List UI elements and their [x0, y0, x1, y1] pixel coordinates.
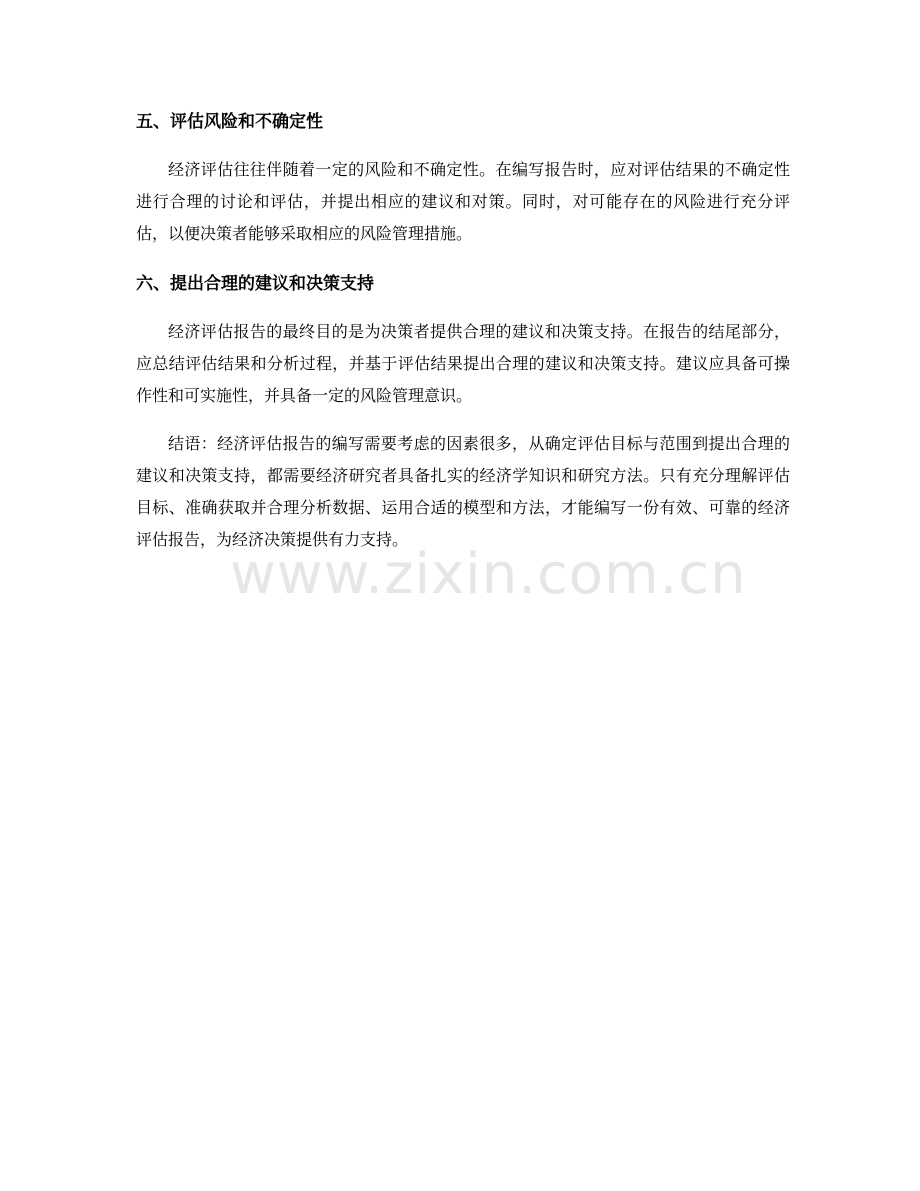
paragraph-risk: 经济评估往往伴随着一定的风险和不确定性。在编写报告时，应对评估结果的不确定性进行合理的讨论和评估，并提出相应的建议和对策。同时，对可能存在的风险进行充分评估，以便决策者能够采取相应的风险管理措施。 [136, 160, 790, 243]
section-heading-risk: 五、评估风险和不确定性 [136, 112, 323, 132]
document-body [136, 108, 790, 572]
section-heading-recommendations: 六、提出合理的建议和决策支持 [136, 274, 374, 294]
paragraph-conclusion: 结语：经济评估报告的编写需要考虑的因素很多，从确定评估目标与范围到提出合理的建议和决策支持，都需要经济研究者具备扎实的经济学知识和研究方法。只有充分理解评估目标、准确获取并合理分析数据、运用合适的模型和方法，才能编写一份有效、可靠的经济评估报告，为经济决策提供有力支持。 [136, 434, 790, 549]
paragraph-recommendations: 经济评估报告的最终目的是为决策者提供合理的建议和决策支持。在报告的结尾部分，应总结评估结果和分析过程，并基于评估结果提出合理的建议和决策支持。建议应具备可操作性和可实施性，并具备一定的风险管理意识。 [136, 322, 790, 405]
watermark-text: www.zixin.com.cn [230, 542, 747, 607]
